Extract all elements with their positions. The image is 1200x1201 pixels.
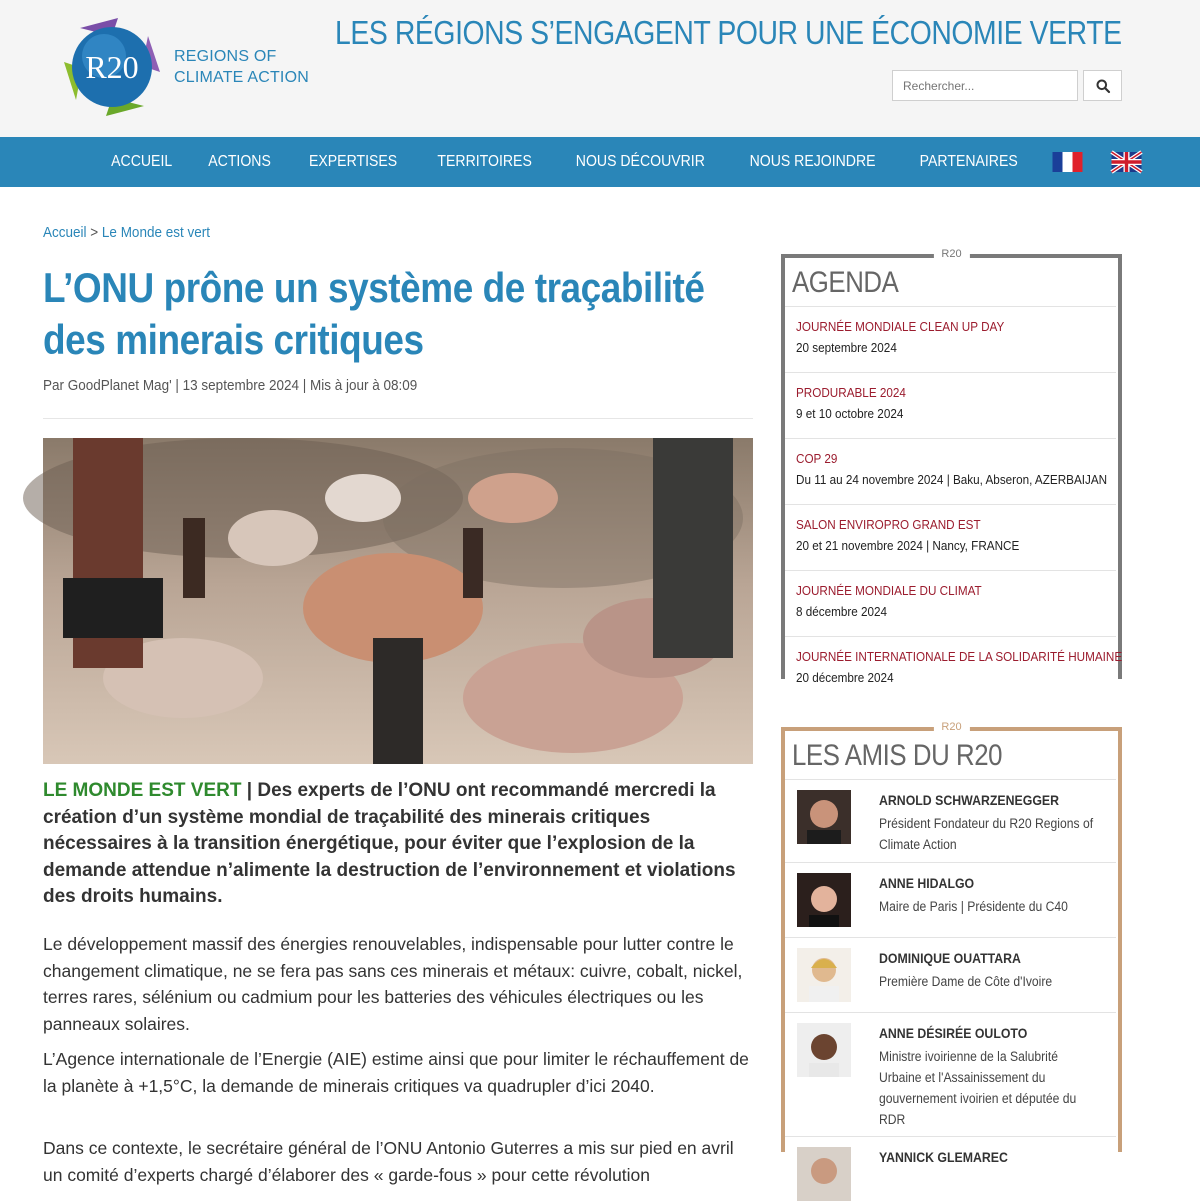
agenda-event-date: 20 et 21 novembre 2024 | Nancy, FRANCE [796, 538, 1020, 553]
avatar [797, 873, 851, 927]
friends-list[interactable] [785, 779, 1116, 1165]
agenda-event-date: 9 et 10 octobre 2024 [796, 406, 904, 421]
agenda-event-name[interactable]: JOURNÉE INTERNATIONALE DE LA SOLIDARITÉ HUMAINE [796, 649, 1123, 664]
friend-role: Maire de Paris | Présidente du C40 [879, 899, 1068, 914]
friend-role: Première Dame de Côte d'Ivoire [879, 974, 1053, 989]
r20-logo[interactable] [60, 14, 164, 118]
agenda-item[interactable] [785, 438, 1116, 504]
agenda-item[interactable] [785, 570, 1116, 636]
site-tagline: LES RÉGIONS S’ENGAGENT POUR UNE ÉCONOMIE VERTE [335, 14, 1122, 51]
agenda-item[interactable] [785, 504, 1116, 570]
kicker-separator: | [241, 780, 258, 801]
agenda-tag: R20 [933, 248, 969, 260]
agenda-event-name[interactable]: SALON ENVIROPRO GRAND EST [796, 517, 981, 532]
friends-title: LES AMIS DU R20 [792, 739, 1003, 772]
site-header [0, 0, 1200, 137]
article-paragraph: L’Agence internationale de l’Energie (AIE) estime ainsi que pour limiter le réchauffement de la planète à +1,5°C, la demande de minerais critiques va quadrupler d’ici 2040. [43, 1049, 749, 1096]
article-photo [43, 438, 753, 764]
friend-item[interactable] [785, 1012, 1116, 1136]
agenda-event-date: Du 11 au 24 novembre 2024 | Baku, Abseron, AZERBAIJAN [796, 472, 1108, 487]
friend-name[interactable]: ANNE HIDALGO [879, 875, 975, 891]
nav-item-expertises[interactable]: EXPERTISES [309, 153, 398, 170]
friend-name[interactable]: YANNICK GLEMAREC [879, 1149, 1008, 1165]
breadcrumb-separator: > [90, 224, 99, 241]
friends-widget [781, 721, 1122, 1165]
avatar [797, 948, 851, 1002]
agenda-widget [781, 248, 1123, 685]
article-title: L’ONU prône un système de traçabilité des minerais critiques [43, 264, 705, 363]
agenda-item[interactable] [785, 306, 1116, 372]
friend-name[interactable]: ANNE DÉSIRÉE OULOTO [879, 1025, 1028, 1041]
friend-name[interactable]: DOMINIQUE OUATTARA [879, 950, 1021, 966]
uk-flag-icon[interactable] [1111, 152, 1142, 172]
agenda-item[interactable] [785, 372, 1116, 438]
search-icon [1096, 79, 1110, 93]
agenda-event-name[interactable]: PRODURABLE 2024 [796, 385, 906, 400]
article-lead-text: Des experts de l’ONU ont recommandé mercredi la création d’un système mondial de traçabilité des minerais critiques nécessaires à la transition énergétique, pour éviter que l’explosion de la demande attendue n’alimente la destruction de l’environnement et violations des droits humains. [43, 780, 736, 907]
article-paragraph: Dans ce contexte, le secrétaire général de l’ONU Antonio Guterres a mis sur pied en avril un comité d’experts chargé d’élaborer des « garde-fous » pour cette révolution [43, 1138, 734, 1185]
article-lead [43, 778, 755, 911]
logo-wordmark[interactable] [174, 46, 309, 88]
logo-line-2: CLIMATE ACTION [174, 69, 309, 86]
agenda-event-date: 8 décembre 2024 [796, 604, 888, 619]
svg-text:R20: R20 [85, 49, 139, 85]
agenda-item[interactable] [785, 636, 1123, 702]
friend-item[interactable] [785, 862, 1116, 937]
article-kicker[interactable]: LE MONDE EST VERT [43, 780, 242, 801]
article-meta: Par GoodPlanet Mag' | 13 septembre 2024 | Mis à jour à 08:09 [43, 377, 418, 394]
breadcrumb [43, 224, 210, 241]
avatar [797, 1023, 851, 1077]
search-input[interactable] [892, 70, 1078, 101]
nav-item-partenaires[interactable]: PARTENAIRES [919, 153, 1018, 170]
breadcrumb-home-link[interactable]: Accueil [43, 224, 87, 241]
france-flag-icon[interactable] [1052, 152, 1083, 172]
main-navigation [0, 137, 1200, 187]
breadcrumb-current-link[interactable]: Le Monde est vert [101, 224, 210, 241]
friend-role: Ministre ivoirienne de la Salubrité Urbaine et l'Assainissement du gouvernement ivoirien et députée du RDR [879, 1049, 1077, 1127]
agenda-event-name[interactable]: JOURNÉE MONDIALE DU CLIMAT [796, 583, 982, 598]
meta-divider [43, 418, 753, 419]
agenda-title: AGENDA [792, 266, 899, 299]
friend-role: Président Fondateur du R20 Regions of Climate Action [879, 816, 1094, 852]
nav-item-nous-rejoindre[interactable]: NOUS REJOINDRE [750, 153, 876, 170]
friend-item[interactable] [785, 779, 1116, 862]
logo-line-1: REGIONS OF [174, 48, 277, 65]
agenda-list[interactable] [785, 306, 1123, 685]
search-button[interactable] [1083, 70, 1122, 101]
friend-item[interactable] [785, 937, 1116, 1012]
agenda-event-date: 20 septembre 2024 [796, 340, 897, 355]
avatar [797, 1147, 851, 1201]
avatar [797, 790, 851, 844]
article-paragraph: Le développement massif des énergies renouvelables, indispensable pour lutter contre le changement climatique, ne se fera pas sans ces minerais et métaux: cuivre, cobalt, nickel, terres rares, sélénium ou cadmium pour les batteries des véhicules électriques ou les panneaux solaires. [43, 934, 743, 1034]
agenda-event-name[interactable]: COP 29 [796, 451, 838, 466]
friend-item[interactable] [785, 1136, 1116, 1196]
nav-item-accueil[interactable]: ACCUEIL [110, 153, 172, 170]
nav-item-nous-decouvrir[interactable]: NOUS DÉCOUVRIR [575, 153, 705, 170]
nav-item-actions[interactable]: ACTIONS [208, 153, 272, 170]
agenda-event-name[interactable]: JOURNÉE MONDIALE CLEAN UP DAY [796, 319, 1005, 334]
nav-item-territoires[interactable]: TERRITOIRES [437, 153, 533, 170]
agenda-event-date: 20 décembre 2024 [796, 670, 894, 685]
friends-tag: R20 [933, 721, 969, 733]
friend-name[interactable]: ARNOLD SCHWARZENEGGER [879, 792, 1060, 808]
